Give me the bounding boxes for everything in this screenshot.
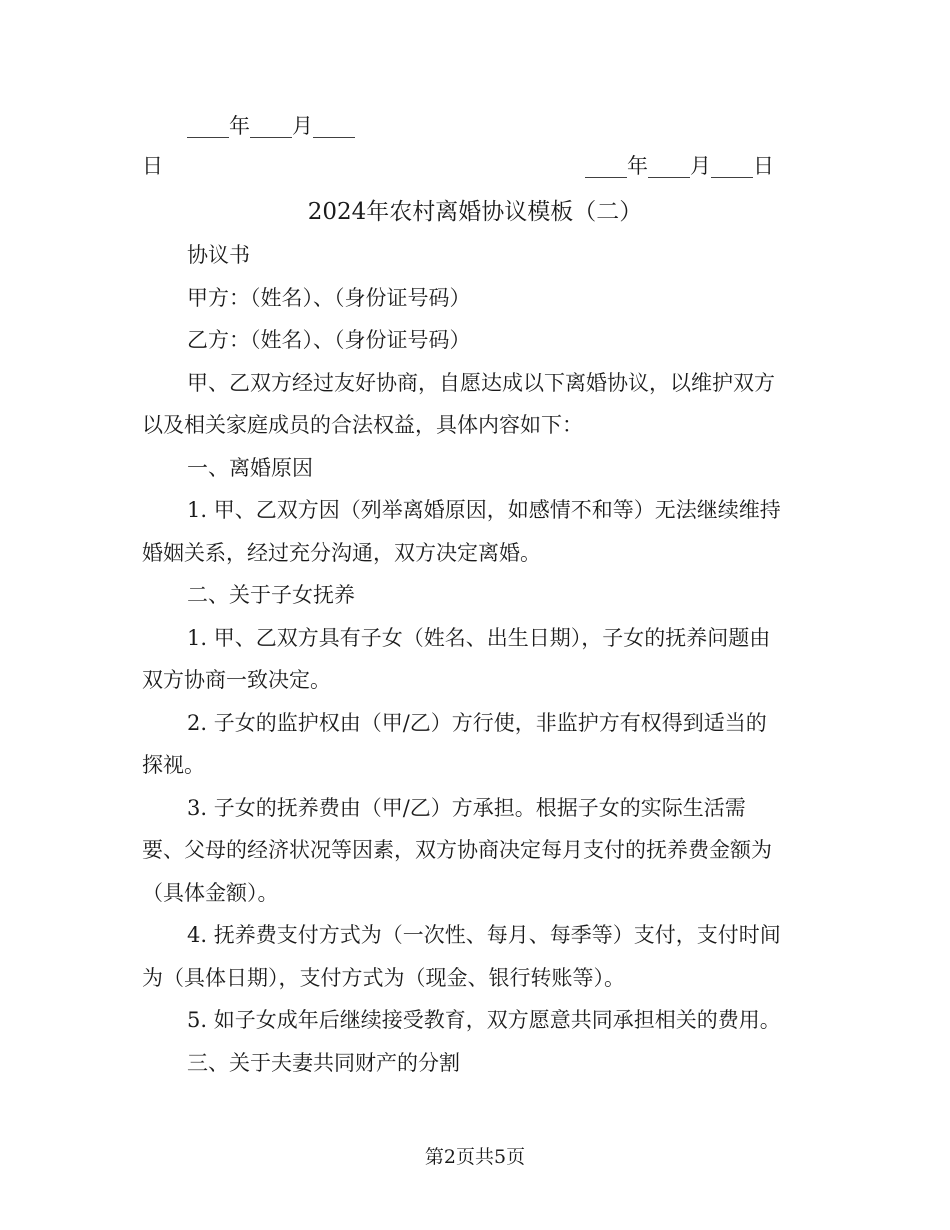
paragraph-line: 要、父母的经济状况等因素，双方协商决定每月支付的抚养费金额为: [142, 838, 772, 862]
document-title: 2024年农村离婚协议模板（二）: [307, 199, 643, 225]
paragraph-line: 以及相关家庭成员的合法权益，具体内容如下：: [142, 413, 583, 437]
paragraph-line: （具体金额）。: [142, 881, 279, 905]
paragraph-line: 3. 子女的抚养费由（甲/乙）方承担。根据子女的实际生活需: [187, 796, 746, 820]
paragraph-line: 探视。: [142, 753, 205, 777]
party-a-line: 甲方：（姓名）、（身份证号码）: [187, 286, 471, 310]
section-heading: 三、关于夫妻共同财产的分割: [187, 1051, 460, 1075]
party-b-line: 乙方：（姓名）、（身份证号码）: [187, 328, 471, 352]
paragraph-line: 5. 如子女成年后继续接受教育，双方愿意共同承担相关的费用。: [187, 1008, 781, 1032]
date-line-day: 日: [142, 154, 163, 178]
paragraph-line: 双方协商一致决定。: [142, 668, 331, 692]
paragraph-line: 为（具体日期），支付方式为（现金、银行转账等）。: [142, 966, 625, 990]
paragraph-line: 1. 甲、乙双方因（列举离婚原因，如感情不和等）无法继续维持: [187, 498, 781, 522]
section-heading: 二、关于子女抚养: [187, 583, 355, 607]
section-heading: 一、离婚原因: [187, 456, 313, 480]
paragraph-line: 2. 子女的监护权由（甲/乙）方行使，非监护方有权得到适当的: [187, 711, 767, 735]
date-line-right: ____年____月____日: [585, 154, 774, 178]
paragraph-line: 婚姻关系，经过充分沟通，双方决定离婚。: [142, 541, 541, 565]
paragraph-line: 4. 抚养费支付方式为（一次性、每月、每季等）支付，支付时间: [187, 923, 781, 947]
paragraph-line: 甲、乙双方经过友好协商，自愿达成以下离婚协议，以维护双方: [187, 371, 775, 395]
paragraph-line: 1. 甲、乙双方具有子女（姓名、出生日期），子女的抚养问题由: [187, 626, 771, 650]
heading-agreement: 协议书: [187, 243, 250, 267]
date-line-top: ____年____月____: [187, 114, 355, 138]
page-number: 第2页共5页: [424, 1146, 526, 1168]
